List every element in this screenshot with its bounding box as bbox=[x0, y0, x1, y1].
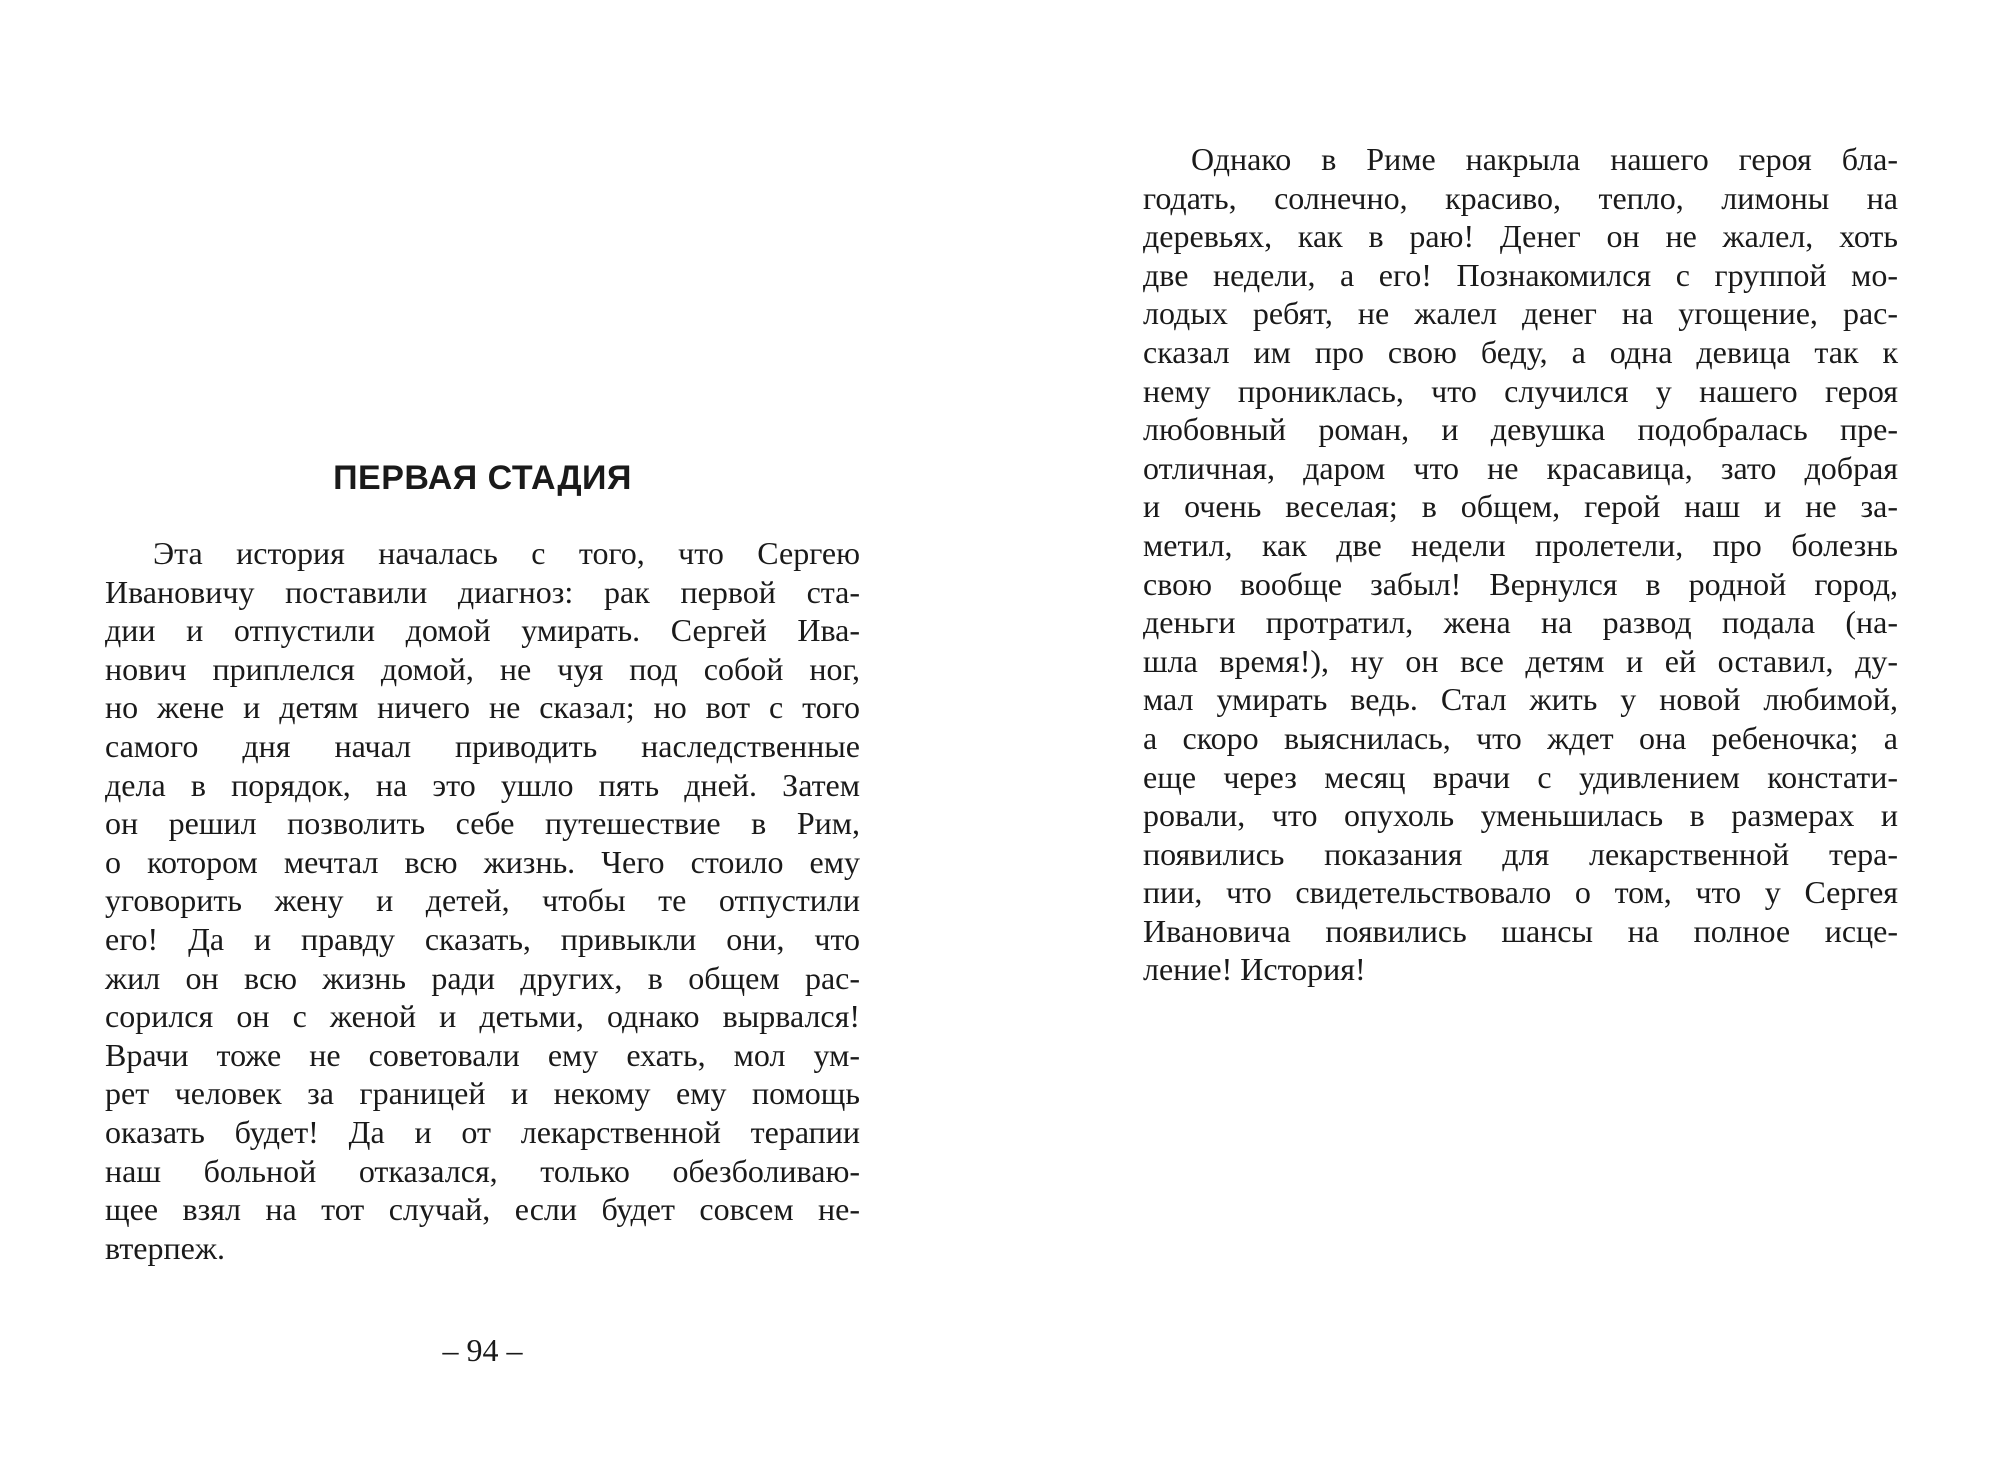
text-line: нему прониклась, что случился у нашего героя bbox=[1143, 372, 1898, 409]
text-line: любовный роман, и девушка подобралась пре- bbox=[1143, 411, 1898, 448]
text-line: нович приплелся домой, не чуя под собой ног, bbox=[105, 650, 860, 687]
text-line: самого дня начал приводить наследственные bbox=[105, 727, 860, 764]
text-line: а скоро выяснилась, что ждет она ребеночка; а bbox=[1143, 719, 1898, 756]
text-line: деньги протратил, жена на развод подала (на- bbox=[1143, 604, 1898, 641]
text-line: деревьях, как в раю! Денег он не жалел, хоть bbox=[1143, 218, 1898, 255]
text-line: шла время!), ну он все детям и ей оставил, ду- bbox=[1143, 642, 1898, 679]
text-line: уговорить жену и детей, чтобы те отпустили bbox=[105, 882, 860, 919]
right-page-text bbox=[1143, 140, 1898, 989]
text-line: мал умирать ведь. Стал жить у новой любимой, bbox=[1143, 681, 1898, 718]
text-line: лодых ребят, не жалел денег на угощение, рас- bbox=[1143, 295, 1898, 332]
text-line: свою вообще забыл! Вернулся в родной город, bbox=[1143, 565, 1898, 602]
text-line: Ивановичу поставили диагноз: рак первой ста- bbox=[105, 573, 860, 610]
text-line: годать, солнечно, красиво, тепло, лимоны на bbox=[1143, 179, 1898, 216]
text-line: оказать будет! Да и от лекарственной терапии bbox=[105, 1113, 860, 1150]
text-line: его! Да и правду сказать, привыкли они, что bbox=[105, 920, 860, 957]
text-line: две недели, а его! Познакомился с группой мо- bbox=[1143, 256, 1898, 293]
text-line: Ивановича появились шансы на полное исце- bbox=[1143, 912, 1898, 949]
text-line: и очень веселая; в общем, герой наш и не за- bbox=[1143, 488, 1898, 525]
text-line: наш больной отказался, только обезболиваю- bbox=[105, 1152, 860, 1189]
text-line: ление! История! bbox=[1143, 951, 1366, 988]
text-line: Врачи тоже не советовали ему ехать, мол ум- bbox=[105, 1036, 860, 1073]
text-line: дела в порядок, на это ушло пять дней. Затем bbox=[105, 766, 860, 803]
page-number: – 94 – bbox=[442, 1332, 523, 1368]
right-page bbox=[1000, 0, 2000, 1458]
text-line: Эта история началась с того, что Сергею bbox=[153, 535, 860, 571]
text-line: метил, как две недели пролетели, про болезнь bbox=[1143, 526, 1898, 563]
text-line: втерпеж. bbox=[105, 1229, 225, 1266]
text-line: Однако в Риме накрыла нашего героя бла- bbox=[1191, 141, 1898, 177]
text-line: отличная, даром что не красавица, зато добрая bbox=[1143, 449, 1898, 486]
text-line: щее взял на тот случай, если будет совсем не- bbox=[105, 1191, 860, 1228]
text-line: ровали, что опухоль уменьшилась в размерах и bbox=[1143, 797, 1898, 834]
chapter-heading: ПЕРВАЯ СТАДИЯ bbox=[333, 459, 632, 497]
text-line: сказал им про свою беду, а одна девица так к bbox=[1143, 333, 1898, 370]
text-line: рет человек за границей и некому ему помощь bbox=[105, 1075, 860, 1112]
text-line: он решил позволить себе путешествие в Рим, bbox=[105, 805, 860, 842]
text-line: пии, что свидетельствовало о том, что у Сергея bbox=[1143, 874, 1898, 911]
text-line: сорился он с женой и детьми, однако вырвался! bbox=[105, 998, 860, 1035]
text-line: жил он всю жизнь ради других, в общем рас- bbox=[105, 959, 860, 996]
text-line: дии и отпустили домой умирать. Сергей Ива- bbox=[105, 612, 860, 649]
text-line: о котором мечтал всю жизнь. Чего стоило ему bbox=[105, 843, 860, 880]
text-line: но жене и детям ничего не сказал; но вот с того bbox=[105, 689, 860, 726]
left-page-text bbox=[105, 534, 860, 1267]
text-line: еще через месяц врачи с удивлением констати- bbox=[1143, 758, 1898, 795]
text-line: появились показания для лекарственной тера- bbox=[1143, 835, 1898, 872]
